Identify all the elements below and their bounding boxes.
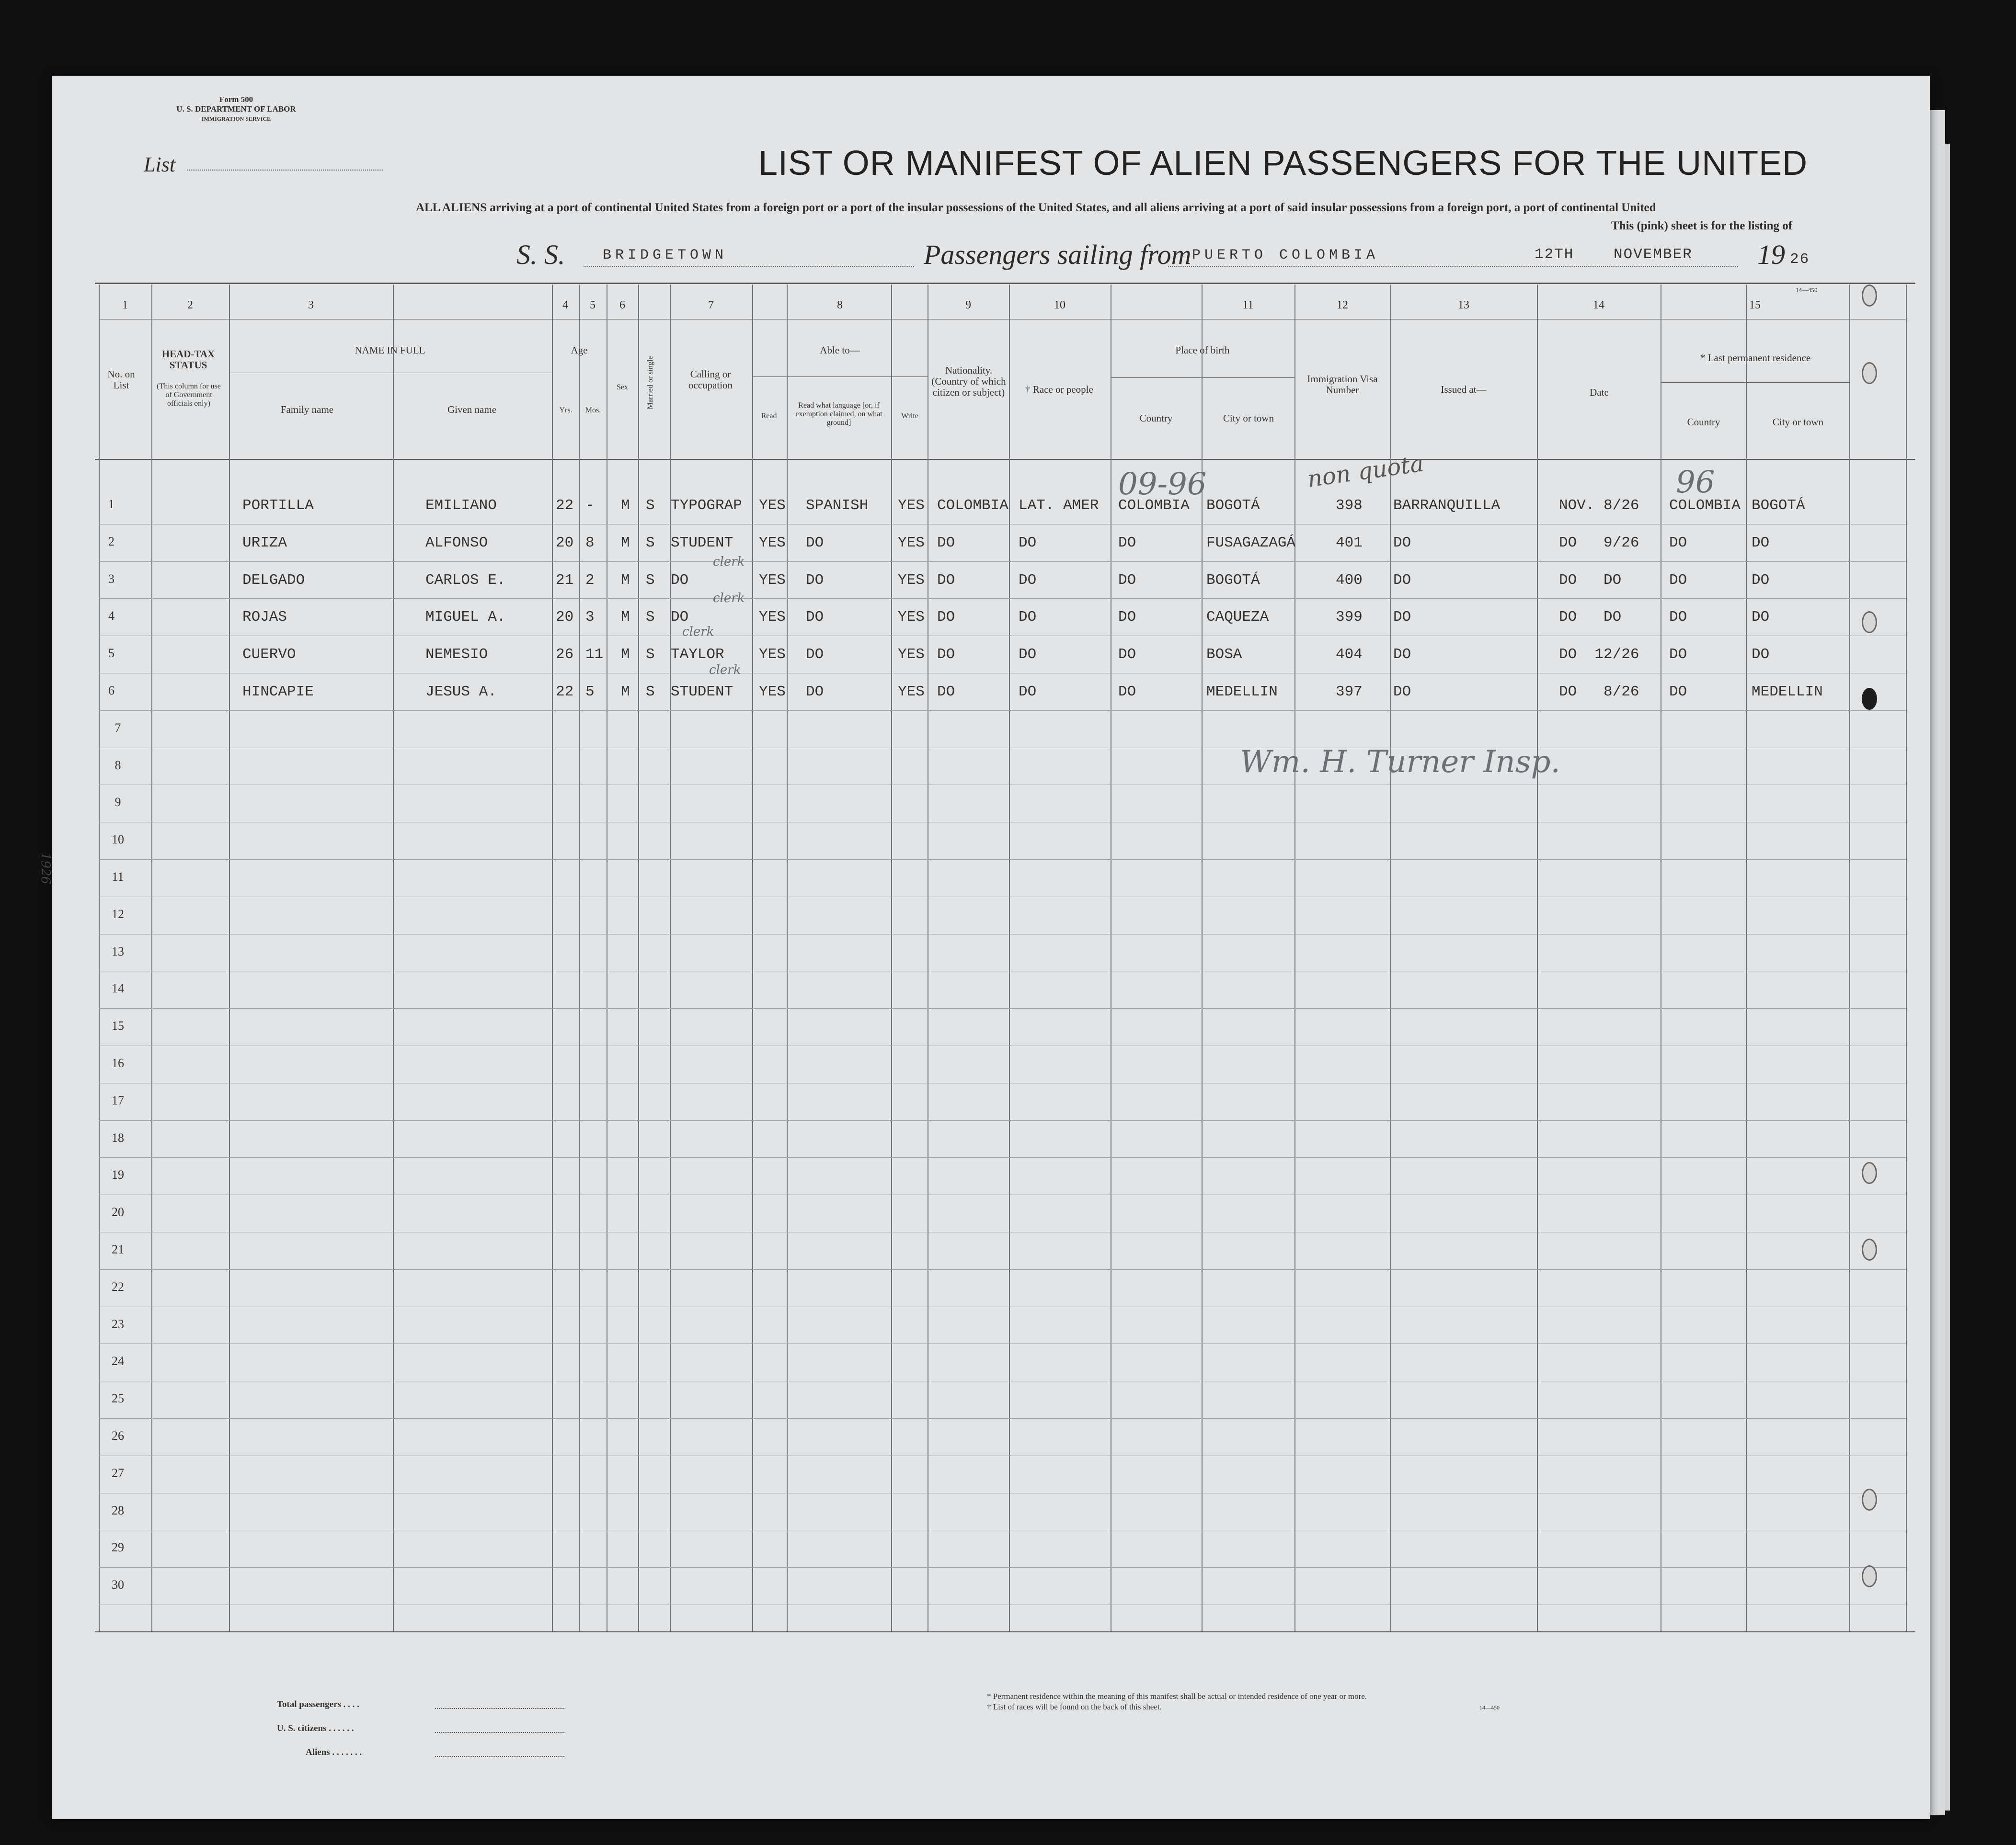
header-age: Age [571,344,588,356]
cell-sex: M [621,609,630,626]
cell-language: DO [806,609,824,626]
row-number: 25 [112,1391,124,1406]
row-number: 7 [115,720,121,735]
row-number: 29 [112,1540,124,1555]
form-code-top: 14—450 [1796,286,1818,294]
column-number-4: 4 [562,299,568,311]
row-rule [99,859,1906,860]
ship-name: BRIDGETOWN [603,247,728,263]
form-id [172,95,301,124]
cell-birth-country: DO [1118,534,1136,551]
cell-mos: 2 [585,571,595,589]
page-title: LIST OR MANIFEST OF ALIEN PASSENGERS FOR THE UNITED [758,144,1808,182]
cell-write: YES [898,571,925,589]
cell-write: YES [898,683,925,700]
cell-res-country: DO [1669,609,1687,626]
header-able-to: Able to— [820,344,860,356]
us-citizens-line [435,1732,564,1733]
cell-occupation: STUDENT [671,534,733,551]
aliens-label: Aliens . . . . . . . [306,1747,362,1757]
header-married: Married or single [646,356,654,410]
list-label: List [144,153,176,176]
cell-yrs: 20 [556,534,574,551]
cell-issued: DO [1393,609,1411,626]
column-rule [638,285,639,1631]
cell-language: DO [806,683,824,700]
footnote-races: † List of races will be found on the back of this sheet. [987,1702,1162,1711]
handwritten-code-residence: 96 [1676,465,1715,500]
cell-occupation: TYPOGRAP [671,497,742,514]
table-top-rule [95,283,1915,284]
row-number: 8 [115,758,121,772]
row-number: 23 [112,1317,124,1331]
column-number-15: 15 [1749,299,1761,311]
column-number-2: 2 [187,299,193,311]
cell-issued: DO [1393,646,1411,663]
column-rule [1849,285,1850,1631]
column-rule [99,285,100,1631]
cell-ms: S [646,571,655,589]
cell-family: URIZA [242,534,287,551]
cell-res-city: BOGOTÁ [1752,497,1805,514]
cell-birth-country: DO [1118,571,1136,589]
cell-mos: 11 [585,646,604,663]
row-rule [99,1120,1906,1121]
cell-sex: M [621,571,630,589]
cell-res-city: DO [1752,534,1770,551]
cell-family: ROJAS [242,609,287,626]
row-rule [99,1269,1906,1270]
cell-visa: 401 [1336,534,1363,551]
form-number: Form 500 [219,95,253,104]
header-res-city: City or town [1772,416,1824,428]
row-number: 10 [112,832,124,847]
cell-date: DO DO [1559,571,1622,589]
cell-family: DELGADO [242,571,305,589]
column-number-9: 9 [965,299,971,311]
cell-read: YES [759,534,786,551]
column-number-5: 5 [590,299,596,311]
cell-read: YES [759,683,786,700]
cell-family: HINCAPIE [242,683,314,700]
binder-hole [1862,1162,1877,1184]
column-rule [393,285,394,1631]
row-number: 30 [112,1578,124,1592]
column-rule [579,285,580,1631]
row-number: 21 [112,1242,124,1256]
column-rule [151,285,152,1631]
column-number-14: 14 [1593,299,1604,311]
cell-race: LAT. AMER [1019,497,1099,514]
cell-sex: M [621,646,630,663]
cell-occupation: DO [671,609,689,626]
row-number: 24 [112,1354,124,1368]
column-rule [1906,285,1907,1631]
cell-res-city: DO [1752,571,1770,589]
header-place-of-birth: Place of birth [1175,344,1230,356]
cell-issued: DO [1393,571,1411,589]
aliens-line [435,1756,564,1757]
row-number: 19 [112,1168,124,1182]
total-passengers-line [435,1708,564,1709]
cell-no: 3 [108,571,115,586]
cell-birth-city: FUSAGAZAGÁ [1206,534,1296,551]
column-number-10: 10 [1054,299,1065,311]
binder-hole [1862,285,1877,307]
cell-given: NEMESIO [425,646,488,663]
cell-visa: 404 [1336,646,1363,663]
cell-birth-city: BOGOTÁ [1206,571,1260,589]
row-number: 15 [112,1019,124,1033]
cell-birth-country: COLOMBIA [1118,497,1190,514]
column-rule [1746,285,1747,1631]
row-rule [99,1418,1906,1419]
binder-hole [1862,362,1877,384]
cell-write: YES [898,646,925,663]
header-read: Read [761,412,777,420]
cell-occupation: TAYLOR [671,646,724,663]
total-passengers-text: Total passengers [277,1699,341,1709]
cell-given: MIGUEL A. [425,609,506,626]
cell-given: CARLOS E. [425,571,506,589]
cell-date: DO 12/26 [1559,646,1639,663]
column-number-13: 13 [1458,299,1469,311]
cell-mos: 5 [585,683,595,700]
cell-visa: 397 [1336,683,1363,700]
column-rule [229,285,230,1631]
cell-nationality: DO [937,683,955,700]
header-calling: Calling or occupation [688,368,733,391]
cell-issued: DO [1393,534,1411,551]
cell-yrs: 22 [556,497,574,514]
row-number: 28 [112,1503,124,1517]
inspector-signature: Wm. H. Turner Insp. [1240,744,1560,780]
form-code-bottom: 14—450 [1479,1704,1500,1711]
header-last-residence: * Last permanent residence [1700,352,1811,364]
footnote-residence: * Permanent residence within the meaning of this manifest shall be actual or intended residence of one year or more. [987,1692,1367,1701]
column-number-11: 11 [1242,299,1254,311]
row-rule [99,598,1906,599]
cell-date: DO 9/26 [1559,534,1639,551]
header-head-tax-note: (This column for use of Government officials only) [157,382,221,408]
cell-race: DO [1019,609,1037,626]
table-bottom-rule [95,1631,1915,1632]
cell-date: NOV. 8/26 [1559,497,1639,514]
cell-ms: S [646,646,655,663]
row-number: 11 [112,870,124,884]
header-race: † Race or people [1025,384,1093,395]
date-line [1532,266,1738,267]
column-number-7: 7 [708,299,714,311]
year-prefix: 19 [1757,239,1785,270]
row-rule [99,710,1906,711]
header-issued-at: Issued at— [1441,384,1487,395]
us-citizens-label: U. S. citizens . . . . . . [277,1723,354,1733]
cell-nationality: DO [937,534,955,551]
cell-no: 5 [108,646,115,661]
header-given-name: Given name [447,404,497,415]
header-sub-rule [752,376,928,377]
row-rule [99,1008,1906,1009]
cell-birth-country: DO [1118,609,1136,626]
cell-ms: S [646,609,655,626]
header-read-language: Read what language [or, if exemption claimed, on what ground] [795,401,882,427]
cell-visa: 398 [1336,497,1363,514]
header-birth-city: City or town [1223,412,1274,424]
header-sub-rule [1111,377,1294,378]
handwritten-code-birth: 09-96 [1118,467,1207,502]
row-number: 14 [112,981,124,996]
row-number: 20 [112,1205,124,1219]
form-service: IMMIGRATION SERVICE [201,115,271,122]
binder-hole [1862,1239,1877,1261]
cell-occupation: DO [671,571,689,589]
column-number-3: 3 [308,299,314,311]
row-rule [99,1567,1906,1568]
column-rule [787,285,788,1631]
cell-ms: S [646,534,655,551]
header-family-name: Family name [280,404,334,415]
cell-given: JESUS A. [425,683,497,700]
cell-read: YES [759,571,786,589]
cell-nationality: DO [937,646,955,663]
column-rule [752,285,753,1631]
header-visa: Immigration Visa Number [1307,373,1378,396]
row-number: 27 [112,1466,124,1480]
row-rule [99,561,1906,562]
header-sex: Sex [617,383,628,391]
binder-hole [1862,688,1877,710]
cell-write: YES [898,534,925,551]
cell-language: DO [806,646,824,663]
row-number: 22 [112,1279,124,1294]
cell-mos: 8 [585,534,595,551]
cell-write: YES [898,609,925,626]
cell-language: DO [806,571,824,589]
cell-race: DO [1019,571,1037,589]
column-rule [891,285,892,1631]
header-name-in-full: NAME IN FULL [355,344,425,356]
cell-race: DO [1019,534,1037,551]
sailing-label: Passengers sailing from [924,239,1191,270]
column-number-12: 12 [1337,299,1348,311]
cell-sex: M [621,534,630,551]
cell-birth-country: DO [1118,646,1136,663]
cell-res-city: DO [1752,646,1770,663]
total-passengers-label: Total passengers . . . . [277,1699,359,1709]
year-suffix: 26 [1790,251,1810,268]
cell-birth-city: CAQUEZA [1206,609,1269,626]
column-rule [1009,285,1010,1631]
ss-label: S. S. [516,239,565,270]
port-line [1168,266,1556,267]
column-rule [1294,285,1295,1631]
row-number: 26 [112,1429,124,1443]
cell-nationality: DO [937,571,955,589]
cell-family: CUERVO [242,646,296,663]
cell-birth-city: BOSA [1206,646,1242,663]
sailing-month: NOVEMBER [1614,246,1693,263]
header-no-on-list: No. on List [107,368,135,391]
cell-birth-city: MEDELLIN [1206,683,1278,700]
cell-res-city: DO [1752,609,1770,626]
cell-ms: S [646,683,655,700]
cell-write: YES [898,497,925,514]
cell-ms: S [646,497,655,514]
subtitle-line-2: This (pink) sheet is for the listing of [1611,219,1793,232]
column-number-8: 8 [837,299,843,311]
cell-yrs: 21 [556,571,574,589]
cell-nationality: COLOMBIA [937,497,1008,514]
cell-occupation: STUDENT [671,683,733,700]
handwritten-clerk-2: clerk [713,555,745,569]
binder-hole [1862,1565,1877,1587]
row-number: 18 [112,1130,124,1145]
cell-yrs: 22 [556,683,574,700]
cell-race: DO [1019,683,1037,700]
cell-res-country: DO [1669,571,1687,589]
cell-read: YES [759,609,786,626]
cell-mos: - [585,497,595,514]
handwritten-clerk-3: clerk [713,591,745,605]
ship-line [584,266,914,267]
cell-yrs: 20 [556,609,574,626]
column-rule [552,285,553,1631]
cell-sex: M [621,497,630,514]
cell-race: DO [1019,646,1037,663]
cell-family: PORTILLA [242,497,314,514]
header-sub-rule [1661,382,1849,383]
form-department: U. S. DEPARTMENT OF LABOR [176,104,296,114]
cell-res-country: DO [1669,646,1687,663]
cell-sex: M [621,683,630,700]
row-number: 17 [112,1093,124,1107]
column-rule [1390,285,1391,1631]
handwritten-nonquota: non quota [1306,450,1426,493]
cell-language: DO [806,534,824,551]
header-date: Date [1590,387,1609,398]
cell-no: 2 [108,534,115,548]
row-number: 12 [112,907,124,921]
row-rule [99,1157,1906,1158]
cell-read: YES [759,497,786,514]
column-rule [670,285,671,1631]
column-number-6: 6 [619,299,625,311]
cell-given: ALFONSO [425,534,488,551]
cell-res-country: DO [1669,683,1687,700]
cell-no: 4 [108,609,115,623]
row-number: 13 [112,944,124,958]
cell-date: DO 8/26 [1559,683,1639,700]
cell-read: YES [759,646,786,663]
subtitle-line-1: ALL ALIENS arriving at a port of continental United States from a foreign port or a port of the insular possessions of the United States, and all aliens arriving at a port of said insular possessions from a foreign port, a port of continental United [416,201,1656,214]
column-rule [1537,285,1538,1631]
cell-visa: 400 [1336,571,1363,589]
us-citizens-text: U. S. citizens [277,1723,327,1733]
row-number: 16 [112,1056,124,1070]
cell-yrs: 26 [556,646,574,663]
cell-issued: BARRANQUILLA [1393,497,1501,514]
header-head-tax: HEAD-TAX STATUS [161,348,215,371]
header-age-yrs: Yrs. [559,406,573,414]
sailing-port: PUERTO COLOMBIA [1192,247,1379,263]
cell-birth-city: BOGOTÁ [1206,497,1260,514]
header-birth-country: Country [1139,412,1173,424]
cell-visa: 399 [1336,609,1363,626]
cell-nationality: DO [937,609,955,626]
handwritten-clerk-4: clerk [682,625,714,639]
cell-language: SPANISH [806,497,869,514]
aliens-text: Aliens [306,1747,330,1757]
header-write: Write [901,412,918,420]
cell-res-country: COLOMBIA [1669,497,1741,514]
header-res-country: Country [1687,416,1720,428]
cell-given: EMILIANO [425,497,497,514]
header-age-mos: Mos. [585,406,601,414]
binder-hole [1862,1489,1877,1511]
sailing-day: 12TH [1535,246,1574,263]
cell-no: 1 [108,497,115,511]
header-nationality: Nationality. (Country of which citizen or subject) [931,364,1006,398]
header-bottom-rule [95,459,1915,460]
margin-year: 1926 [38,852,53,885]
cell-issued: DO [1393,683,1411,700]
row-number: 9 [115,795,121,809]
cell-res-city: MEDELLIN [1752,683,1823,700]
manifest-sheet [38,76,1930,1819]
handwritten-clerk-5: clerk [709,663,741,677]
binder-hole [1862,611,1877,633]
cell-date: DO DO [1559,609,1622,626]
cell-res-country: DO [1669,534,1687,551]
column-number-1: 1 [122,299,128,311]
cell-birth-country: DO [1118,683,1136,700]
cell-mos: 3 [585,609,595,626]
list-number-line [187,170,383,171]
cell-no: 6 [108,683,115,697]
